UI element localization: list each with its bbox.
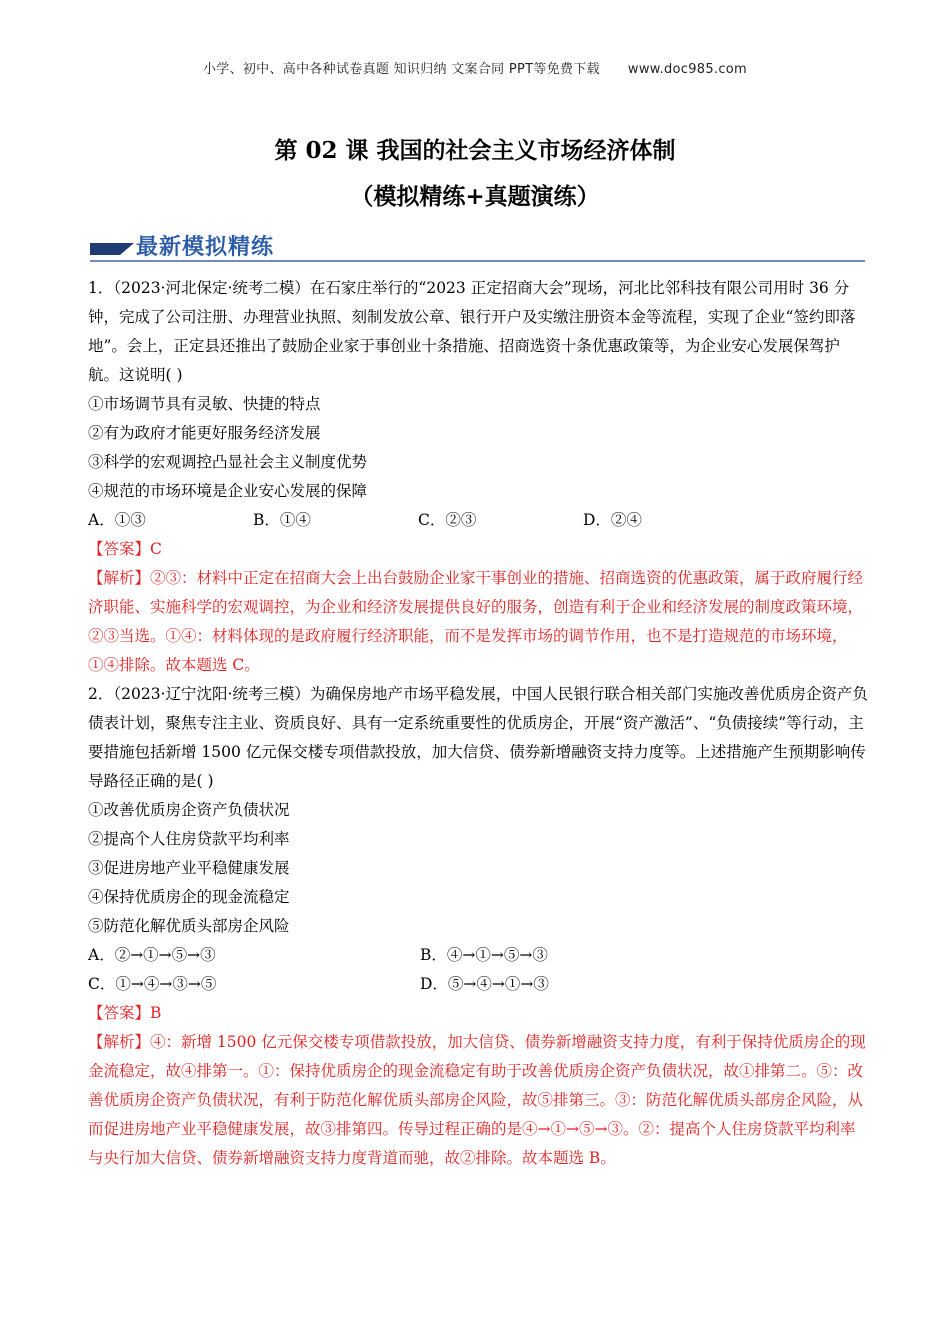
q1-item: ②有为政府才能更好服务经济发展 <box>88 424 321 442</box>
q1-option-a[interactable]: A．①③ <box>88 511 146 529</box>
q1-stem: 1．（2023·河北保定·统考二模）在石家庄举行的“2023 正定招商大会”现场，河北比邻科技有限公司用时 36 分钟，完成了公司注册、办理营业执照、刻制发放公章、银行开户及实缴注册资本金等流程，实现了企业“签约即落地”。会上，正定县还推出了鼓励企业家于事创业十条措施、招商选资十条优惠政策等，为企业安心发展保驾护航。这说明( ) <box>88 279 856 384</box>
q2-item: ③促进房地产业平稳健康发展 <box>88 859 290 877</box>
lesson-subtitle: （模拟精练+真题演练） <box>350 183 600 210</box>
q1-answer: 【答案】C <box>88 540 162 558</box>
q2-answer: 【答案】B <box>88 1004 162 1022</box>
header-site-link[interactable]: www.doc985.com <box>627 62 748 77</box>
q1-item: ①市场调节具有灵敏、快捷的特点 <box>88 395 321 413</box>
q2-item: ②提高个人住房贷款平均利率 <box>88 830 290 848</box>
section-label: 最新模拟精练 <box>136 234 275 260</box>
q2-option-b[interactable]: B．④→①→⑤→③ <box>420 946 548 964</box>
section-header <box>90 232 865 264</box>
q2-option-c[interactable]: C．①→④→③→⑤ <box>88 975 217 993</box>
q2-option-a[interactable]: A．②→①→⑤→③ <box>88 946 216 964</box>
questions <box>88 274 868 1173</box>
q2-options-row1 <box>88 941 868 970</box>
q2-item: ⑤防范化解优质头部房企风险 <box>88 917 290 935</box>
q1-option-d[interactable]: D．②④ <box>583 511 642 529</box>
lesson-title: 第 02 课 我国的社会主义市场经济体制 <box>274 137 676 164</box>
q2-option-d[interactable]: D．⑤→④→①→③ <box>420 975 549 993</box>
section-rule <box>90 260 865 262</box>
q1-option-c[interactable]: C．②③ <box>418 511 477 529</box>
q2-options-row2 <box>88 970 868 999</box>
q2-stem: 2．（2023·辽宁沈阳·统考三模）为确保房地产市场平稳发展，中国人民银行联合相关部门实施改善优质房企资产负债表计划，聚焦专注主业、资质良好、具有一定系统重要性的优质房企，开展“资产激活”、“负债接续”等行动，主要措施包括新增 1500 亿元保交楼专项借款投放，加大信贷、债券新增融资支持力度等。上述措施产生预期影响传导路径正确的是( ) <box>88 685 868 790</box>
q2-analysis: 【解析】④：新增 1500 亿元保交楼专项借款投放，加大信贷、债券新增融资支持力度，有利于保持优质房企的现金流稳定，故④排第一。①：保持优质房企的现金流稳定有助于改善优质房企资产负债状况，故①排第二。⑤：改善优质房企资产负债状况，有利于防范化解优质头部房企风险，故⑤排第三。③：防范化解优质头部房企风险，从而促进房地产业平稳健康发展，故③排第四。传导过程正确的是④→①→⑤→③。②：提高个人住房贷款平均利率与央行加大信贷、债券新增融资支持力度背道而驰，故②排除。故本题选 B。 <box>88 1033 866 1167</box>
page-header <box>0 58 950 77</box>
q1-item: ③科学的宏观调控凸显社会主义制度优势 <box>88 453 368 471</box>
q1-options <box>88 506 868 535</box>
section-wedge-icon <box>120 243 134 255</box>
header-text: 小学、初中、高中各种试卷真题 知识归纳 文案合同 PPT等免费下载 <box>202 62 600 77</box>
q1-option-b[interactable]: B．①④ <box>253 511 311 529</box>
q2-item: ④保持优质房企的现金流稳定 <box>88 888 290 906</box>
section-bar-icon <box>90 243 120 255</box>
q1-analysis: 【解析】②③：材料中正定在招商大会上出台鼓励企业家干事创业的措施、招商选资的优惠政策，属于政府履行经济职能、实施科学的宏观调控，为企业和经济发展提供良好的服务，创造有利于企业和经济发展的制度政策环境，②③当选。①④：材料体现的是政府履行经济职能，而不是发挥市场的调节作用，也不是打造规范的市场环境，①④排除。故本题选 C。 <box>88 569 864 674</box>
q2-item: ①改善优质房企资产负债状况 <box>88 801 290 819</box>
q1-item: ④规范的市场环境是企业安心发展的保障 <box>88 482 368 500</box>
